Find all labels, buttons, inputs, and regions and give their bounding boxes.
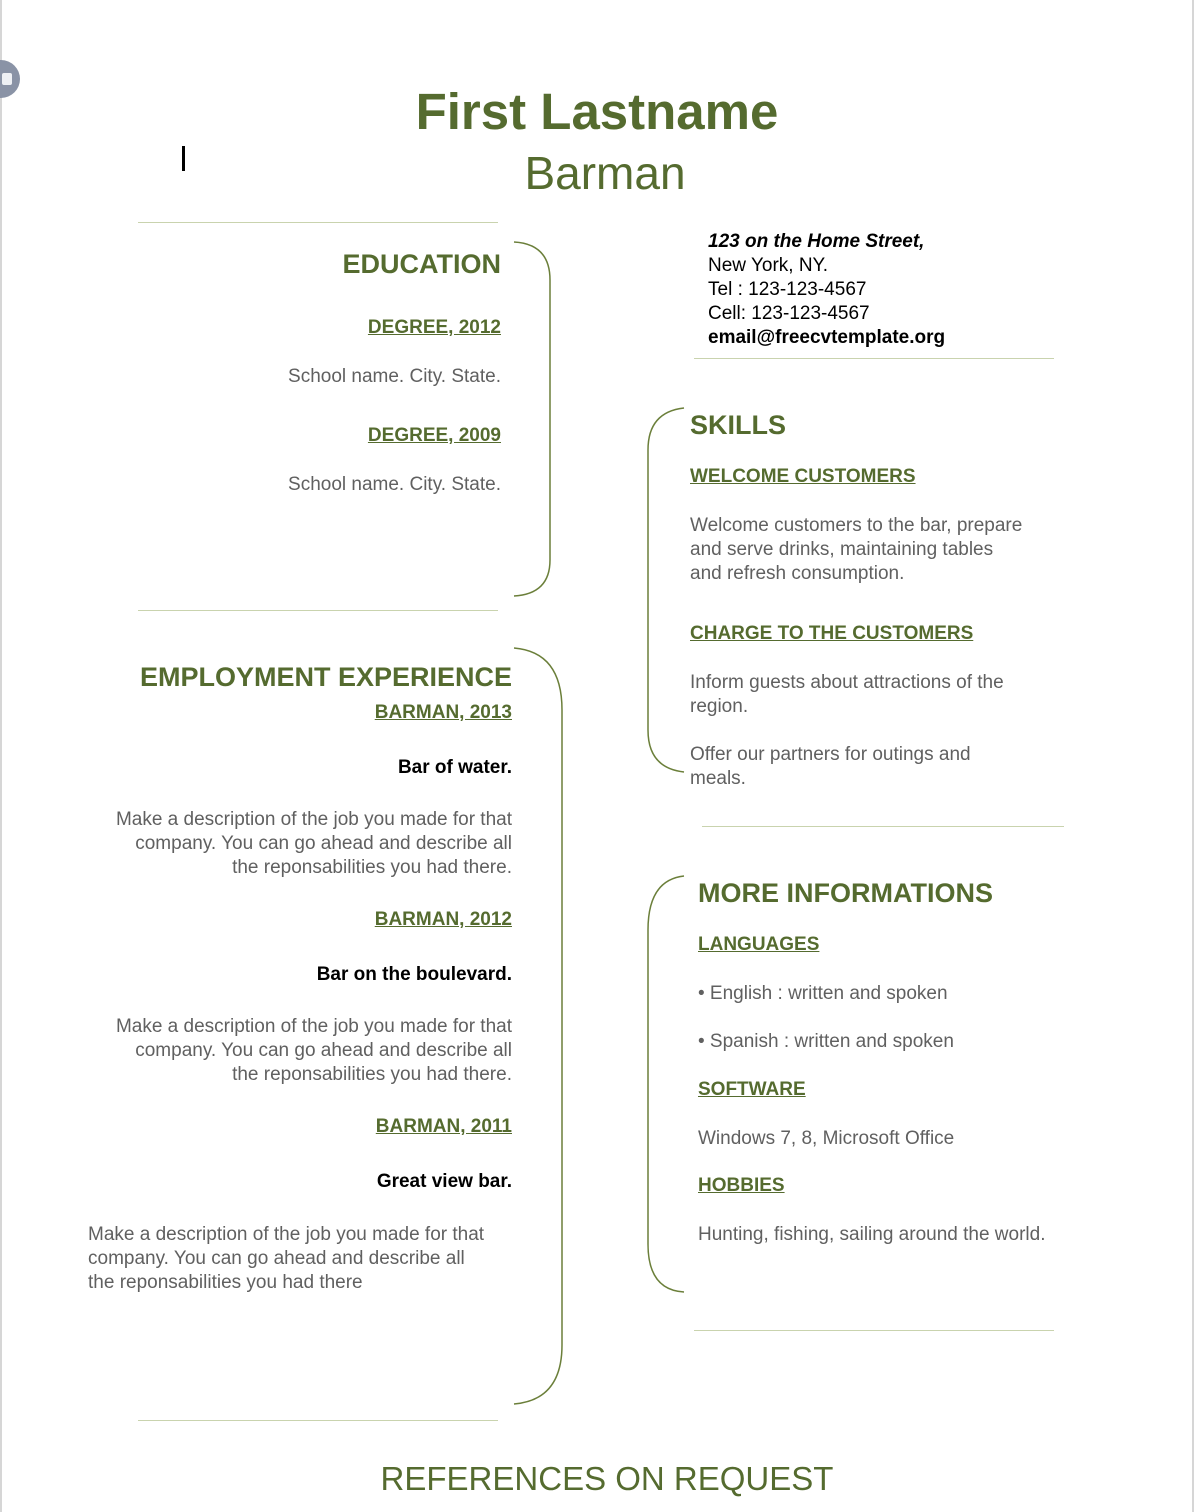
education-school-1: School name. City. State. (288, 366, 501, 387)
employment-bracket (514, 648, 562, 1404)
skill-title-1: WELCOME CUSTOMERS (690, 466, 916, 487)
hobbies-text: Hunting, fishing, sailing around the world. (698, 1224, 1046, 1245)
job-desc-3: Make a description of the job you made for that company. You can go ahead and describe all the reponsabilities you had there (88, 1224, 485, 1293)
education-heading: EDUCATION (342, 249, 501, 279)
skills-heading: SKILLS (690, 410, 787, 440)
job-place-1: Bar of water. (397, 757, 512, 778)
contact-block (708, 230, 945, 350)
skill-desc-2b: Offer our partners for outings and meals. (690, 744, 971, 789)
job-place-2: Bar on the boulevard. (316, 964, 512, 985)
more-bracket (648, 876, 684, 1292)
education-bracket (514, 242, 550, 596)
employment-heading: EMPLOYMENT EXPERIENCE (139, 662, 512, 692)
hobbies-title: HOBBIES (698, 1175, 785, 1196)
resume-title: Barman (524, 147, 686, 199)
skill-desc-1: Welcome customers to the bar, prepare and serve drinks, maintaining tables and refresh consumption. (690, 515, 1023, 584)
contact-email[interactable]: email@freecvtemplate.org (708, 327, 946, 348)
job-desc-1: Make a description of the job you made for that company. You can go ahead and describe all the reponsabilities you had there. (115, 809, 512, 878)
education-degree-2: DEGREE, 2009 (367, 425, 501, 446)
education-degree-1: DEGREE, 2012 (367, 317, 501, 338)
job-title-1: BARMAN, 2013 (374, 702, 512, 723)
software-text: Windows 7, 8, Microsoft Office (698, 1128, 955, 1149)
job-title-3: BARMAN, 2011 (375, 1116, 512, 1137)
resume-name: First Lastname (415, 83, 779, 140)
more-heading: MORE INFORMATIONS (698, 878, 993, 908)
languages-title: LANGUAGES (698, 934, 820, 955)
job-title-2: BARMAN, 2012 (374, 909, 512, 930)
language-item-1: • English : written and spoken (698, 983, 948, 1004)
skills-bracket (648, 408, 684, 772)
software-title: SOFTWARE (698, 1079, 806, 1100)
job-place-3: Great view bar. (376, 1171, 512, 1192)
education-school-2: School name. City. State. (288, 474, 501, 495)
contact-street: 123 on the Home Street, (708, 231, 925, 252)
skill-title-2: CHARGE TO THE CUSTOMERS (690, 623, 974, 644)
references-footer: REFERENCES ON REQUEST (380, 1460, 834, 1497)
contact-tel: Tel : 123-123-4567 (708, 279, 867, 300)
contact-city: New York, NY. (708, 255, 829, 276)
skill-desc-2: Inform guests about attractions of the region. (690, 672, 1004, 717)
language-item-2: • Spanish : written and spoken (698, 1031, 954, 1052)
job-desc-2: Make a description of the job you made for that company. You can go ahead and describe all the reponsabilities you had there. (115, 1016, 512, 1085)
contact-cell: Cell: 123-123-4567 (708, 303, 870, 324)
